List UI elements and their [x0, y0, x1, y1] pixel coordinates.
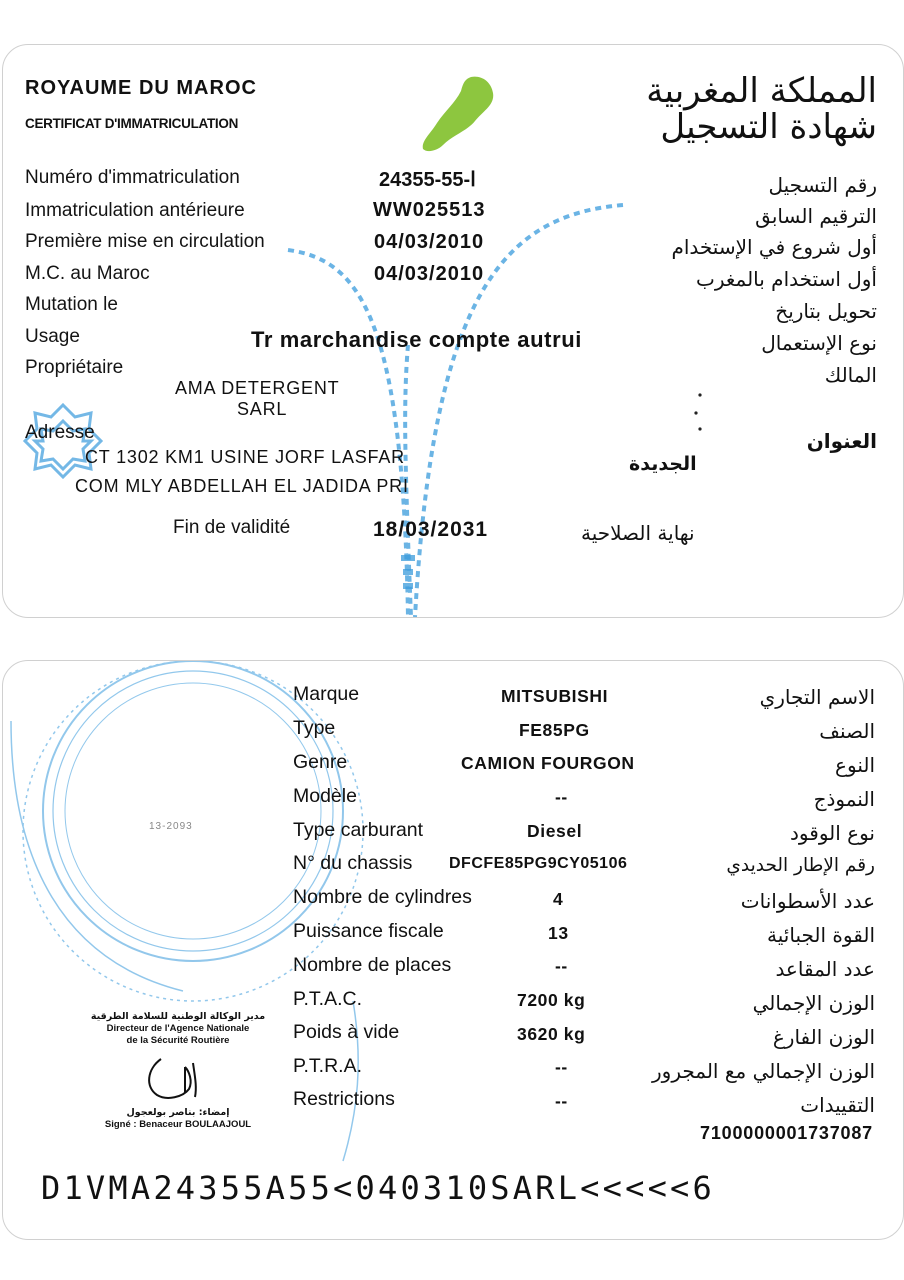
fiscal-power-label: Puissance fiscale — [293, 920, 444, 942]
stamp-code: 13-2093 — [149, 821, 193, 832]
mrz-line: D1VMA24355A55<040310SARL<<<<<6 — [41, 1169, 715, 1207]
owner-label-ar: المالك — [824, 363, 877, 387]
registration-card-front — [2, 44, 904, 618]
type-label-ar: الصنف — [819, 719, 875, 743]
address-city-ar: الجديدة — [629, 453, 697, 475]
mutation-label-ar: تحويل بتاريخ — [775, 299, 877, 323]
morocco-map-icon — [413, 71, 503, 161]
signed-fr: Signé : Benaceur BOULAAJOUL — [104, 1119, 252, 1130]
fiscal-power-value: 13 — [548, 923, 569, 943]
validity-value: 18/03/2031 — [373, 518, 489, 541]
address-line1: CT 1302 KM1 USINE JORF LASFAR — [85, 447, 405, 467]
validity-label-ar: نهاية الصلاحية — [581, 521, 695, 545]
seats-label-ar: عدد المقاعد — [775, 957, 875, 981]
ptac-label: P.T.A.C. — [293, 988, 363, 1010]
address-label-ar: العنوان — [806, 429, 877, 453]
fuel-type-label-ar: نوع الوقود — [790, 821, 875, 845]
type-label: Type — [293, 717, 336, 739]
ptac-value: 7200 kg — [517, 990, 586, 1010]
document-title-ar: شهادة التسجيل — [660, 107, 877, 147]
brand-value: MITSUBISHI — [501, 686, 609, 706]
seats-value: -- — [555, 956, 568, 976]
usage-label: Usage — [25, 326, 80, 347]
registration-number-value: 24355-ا-55 — [379, 169, 476, 191]
owner-label: Propriétaire — [25, 357, 124, 378]
owner-name-line1: AMA DETERGENT — [175, 378, 340, 398]
cylinders-label: Nombre de cylindres — [293, 886, 472, 908]
fuel-type-label: Type carburant — [293, 819, 424, 841]
address-line2: COM MLY ABDELLAH EL JADIDA PRI — [75, 476, 409, 496]
first-circulation-label-ar: أول شروع في الإستخدام — [671, 235, 877, 259]
previous-registration-label-ar: الترقيم السابق — [755, 204, 877, 228]
country-name-fr: ROYAUME DU MAROC — [25, 77, 257, 99]
first-circulation-label: Première mise en circulation — [25, 231, 265, 252]
registration-number-label-ar: رقم التسجيل — [768, 173, 877, 197]
address-label: Adresse — [25, 422, 95, 443]
validity-label: Fin de validité — [173, 517, 291, 538]
chassis-label-ar: رقم الإطار الحديدي — [726, 855, 875, 876]
registration-card-back — [2, 660, 904, 1240]
previous-registration-value: WW025513 — [373, 199, 486, 221]
seats-label: Nombre de places — [293, 954, 452, 976]
empty-weight-label: Poids à vide — [293, 1021, 400, 1043]
genre-value: CAMION FOURGON — [461, 753, 635, 773]
signatory-fr-1: Directeur de l'Agence Nationale — [106, 1023, 250, 1034]
restrictions-label-ar: التقييدات — [800, 1093, 875, 1117]
model-value: -- — [555, 787, 568, 807]
empty-weight-value: 3620 kg — [517, 1024, 586, 1044]
ptac-label-ar: الوزن الإجمالي — [752, 991, 875, 1015]
fiscal-power-label-ar: القوة الجبائية — [767, 923, 875, 947]
empty-weight-label-ar: الوزن الفارغ — [772, 1025, 875, 1049]
signatory-fr-2: de la Sécurité Routière — [126, 1035, 230, 1046]
model-label: Modèle — [293, 785, 357, 807]
handwritten-signature — [139, 1053, 219, 1105]
owner-name-line2: SARL — [237, 399, 288, 419]
chassis-label: N° du chassis — [293, 852, 413, 874]
serial-number: 7100000001737087 — [700, 1123, 873, 1143]
type-value: FE85PG — [519, 720, 590, 740]
brand-label-ar: الاسم التجاري — [759, 685, 875, 709]
registration-number-label: Numéro d'immatriculation — [25, 167, 240, 188]
cylinders-label-ar: عدد الأسطوانات — [740, 889, 875, 913]
security-watermark-back — [3, 661, 903, 1239]
mc-morocco-label: M.C. au Maroc — [25, 263, 150, 284]
ptra-label: P.T.R.A. — [293, 1055, 363, 1077]
mc-morocco-value: 04/03/2010 — [374, 263, 485, 285]
country-name-ar: المملكة المغربية — [646, 71, 877, 111]
fuel-type-value: Diesel — [527, 821, 583, 841]
restrictions-value: -- — [555, 1091, 568, 1111]
genre-label: Genre — [293, 751, 348, 773]
genre-label-ar: النوع — [835, 753, 875, 777]
signed-ar: إمضاء: بناصر بولعجول — [126, 1107, 230, 1118]
ptra-value: -- — [555, 1057, 568, 1077]
ptra-label-ar: الوزن الإجمالي مع المجرور — [652, 1059, 875, 1083]
mutation-label: Mutation le — [25, 294, 118, 315]
usage-value: Tr marchandise compte autrui — [251, 327, 582, 352]
signatory-ar: مدير الوكالة الوطنية للسلامة الطرقية — [90, 1011, 266, 1022]
chassis-value: DFCFE85PG9CY05106 — [449, 855, 628, 872]
restrictions-label: Restrictions — [293, 1088, 395, 1110]
document-title-fr: CERTIFICAT D'IMMATRICULATION — [25, 116, 239, 131]
mc-morocco-label-ar: أول استخدام بالمغرب — [696, 267, 877, 291]
signature-block — [73, 1011, 283, 1047]
brand-label: Marque — [293, 683, 360, 705]
cylinders-value: 4 — [553, 889, 564, 909]
first-circulation-value: 04/03/2010 — [374, 231, 485, 253]
signed-block — [73, 1107, 283, 1131]
usage-label-ar: نوع الإستعمال — [761, 331, 877, 355]
model-label-ar: النموذج — [813, 787, 875, 811]
previous-registration-label: Immatriculation antérieure — [25, 200, 245, 221]
